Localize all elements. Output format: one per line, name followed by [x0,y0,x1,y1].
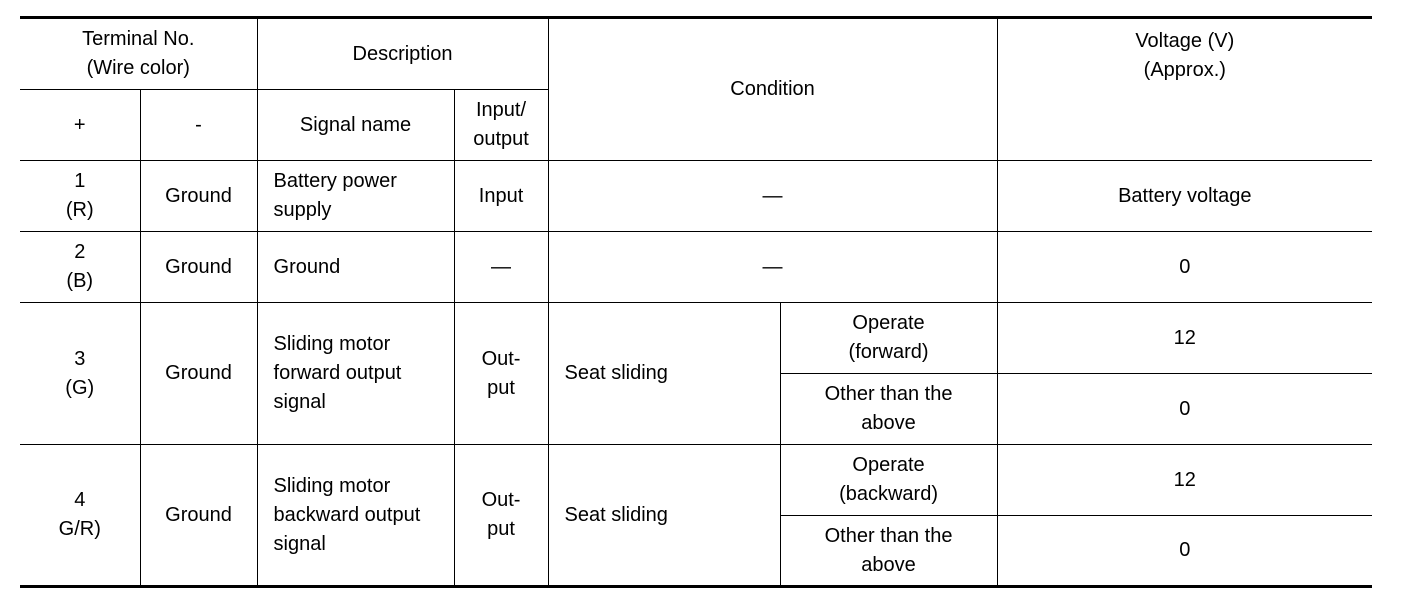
io-cell: — [454,232,548,303]
terminal-plus-cell: 1 (R) [20,161,140,232]
io-cell: Input [454,161,548,232]
signal-name-cell: Sliding motor forward output signal [257,303,454,445]
condition-state-cell: Operate (forward) [780,303,997,374]
terminal-spec-table [20,16,1372,588]
condition-cell: Seat sliding [548,303,780,445]
condition-state-cell: Other than the above [780,516,997,587]
io-cell: Out- put [454,303,548,445]
table-row [20,161,1372,232]
terminal-minus-cell: Ground [140,161,257,232]
table-row [20,445,1372,516]
header-terminal-no: Terminal No. (Wire color) [20,18,257,90]
condition-state-cell: Other than the above [780,374,997,445]
header-minus: - [140,90,257,161]
voltage-cell: Battery voltage [997,161,1372,232]
header-signal-name: Signal name [257,90,454,161]
signal-name-cell: Battery power supply [257,161,454,232]
terminal-plus-cell: 2 (B) [20,232,140,303]
header-input-output: Input/ output [454,90,548,161]
terminal-minus-cell: Ground [140,303,257,445]
condition-cell: — [548,232,997,303]
signal-name-cell: Sliding motor backward output signal [257,445,454,587]
table-row [20,232,1372,303]
condition-cell: Seat sliding [548,445,780,587]
voltage-cell: 0 [997,516,1372,587]
terminal-plus-cell: 4 G/R) [20,445,140,587]
voltage-cell: 12 [997,303,1372,374]
signal-name-cell: Ground [257,232,454,303]
voltage-cell: 0 [997,374,1372,445]
header-condition: Condition [548,18,997,161]
condition-state-cell: Operate (backward) [780,445,997,516]
voltage-cell: 0 [997,232,1372,303]
terminal-plus-cell: 3 (G) [20,303,140,445]
condition-cell: — [548,161,997,232]
header-description: Description [257,18,548,90]
io-cell: Out- put [454,445,548,587]
header-plus: + [20,90,140,161]
header-row-1 [20,18,1372,90]
terminal-minus-cell: Ground [140,445,257,587]
terminal-minus-cell: Ground [140,232,257,303]
table-row [20,303,1372,374]
header-voltage: Voltage (V) (Approx.) [997,18,1372,161]
voltage-cell: 12 [997,445,1372,516]
